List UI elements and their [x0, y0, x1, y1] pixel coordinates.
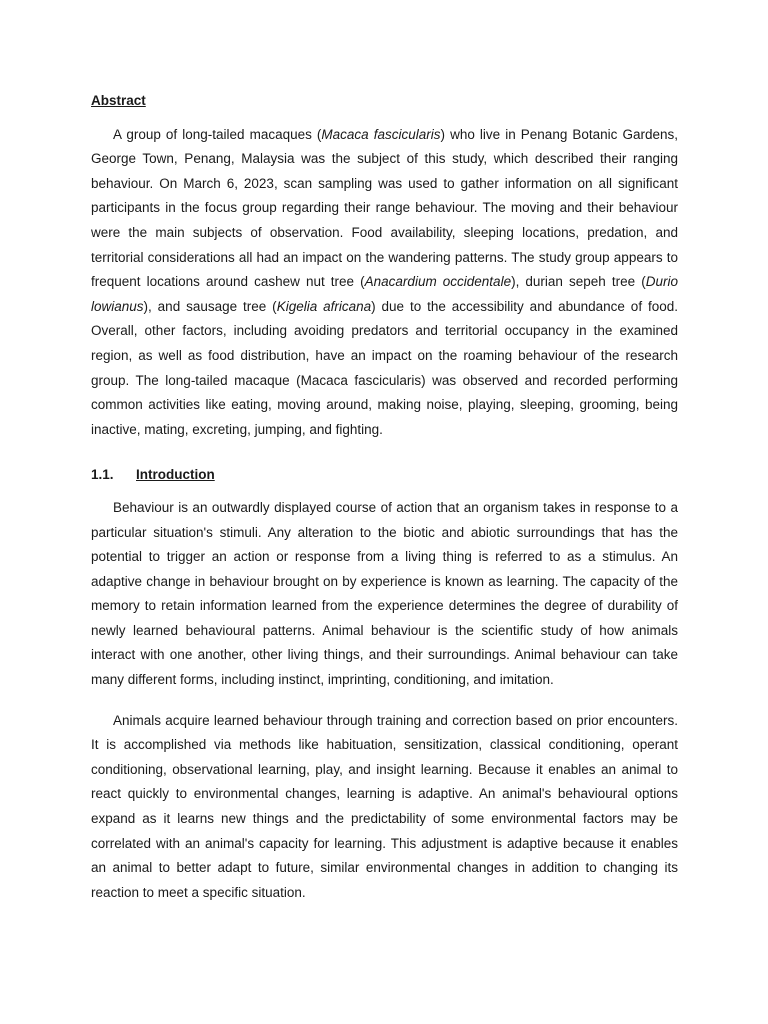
abstract-heading: Abstract — [91, 93, 146, 108]
species-name-anacardium-occidentale: Anacardium occidentale — [364, 274, 512, 290]
document-body — [91, 89, 678, 905]
abstract-text-run: ) due to the accessibility and abundance of food. Overall, other factors, including avoiding predators and territorial occupancy in the examined region, as well as food distribution, have an impact on the roaming behaviour of the research group. The long-tailed macaque (Macaca fascicularis) was observed and recorded performing common activities like eating, moving around, making noise, playing, sleeping, grooming, being inactive, mating, excreting, jumping, and fighting. — [91, 298, 678, 437]
abstract-paragraph — [91, 123, 678, 443]
species-name-macaca-fascicularis: Macaca fascicularis — [321, 126, 441, 142]
abstract-text-run: A group of long-tailed macaques ( — [113, 126, 322, 142]
abstract-text-run: ), and sausage tree ( — [143, 298, 277, 314]
introduction-paragraph-2: Animals acquire learned behaviour through training and correction based on prior encounters. It is accomplished via methods like habituation, sensitization, classical conditioning, operant conditioning, observational learning, play, and insight learning. Because it enables an animal to react quickly to environmental changes, learning is adaptive. An animal's behavioural options expand as it learns new things and the predictability of some environmental factors may be correlated with an animal's capacity for learning. This adjustment is adaptive because it enables an animal to better adapt to future, similar environmental changes in addition to changing its reaction to meet a specific situation. — [91, 712, 678, 900]
abstract-text-run: ) who live in Penang Botanic Gardens, George Town, Penang, Malaysia was the subject of this study, which described their ranging behaviour. On March 6, 2023, scan sampling was used to gather information on all significant participants in the focus group regarding their range behaviour. The moving and their behaviour were the main subjects of observation. Food availability, sleeping locations, predation, and territorial considerations all had an impact on the wandering patterns. The study group appears to frequent locations around cashew nut tree ( — [91, 126, 679, 290]
species-name-durio-lowianus: Durio lowianus — [91, 274, 678, 314]
species-name-kigelia-africana: Kigelia africana — [276, 298, 372, 314]
introduction-paragraph-1: Behaviour is an outwardly displayed course of action that an organism takes in response to a particular situation's stimuli. Any alteration to the biotic and abiotic surroundings that has the potential to trigger an action or response from a living thing is referred to as a stimulus. An adaptive change in behaviour brought on by experience is known as learning. The capacity of the memory to retain information learned from the experience determines the degree of durability of newly learned behavioural patterns. Animal behaviour is the scientific study of how animals interact with one another, other living things, and their surroundings. Animal behaviour can take many different forms, including instinct, imprinting, conditioning, and imitation. — [91, 499, 678, 688]
section-title: Introduction — [136, 467, 215, 483]
section-number: 1.1. — [91, 467, 114, 483]
introduction-heading — [91, 463, 678, 488]
abstract-text-run: ), durian sepeh tree ( — [511, 274, 646, 290]
